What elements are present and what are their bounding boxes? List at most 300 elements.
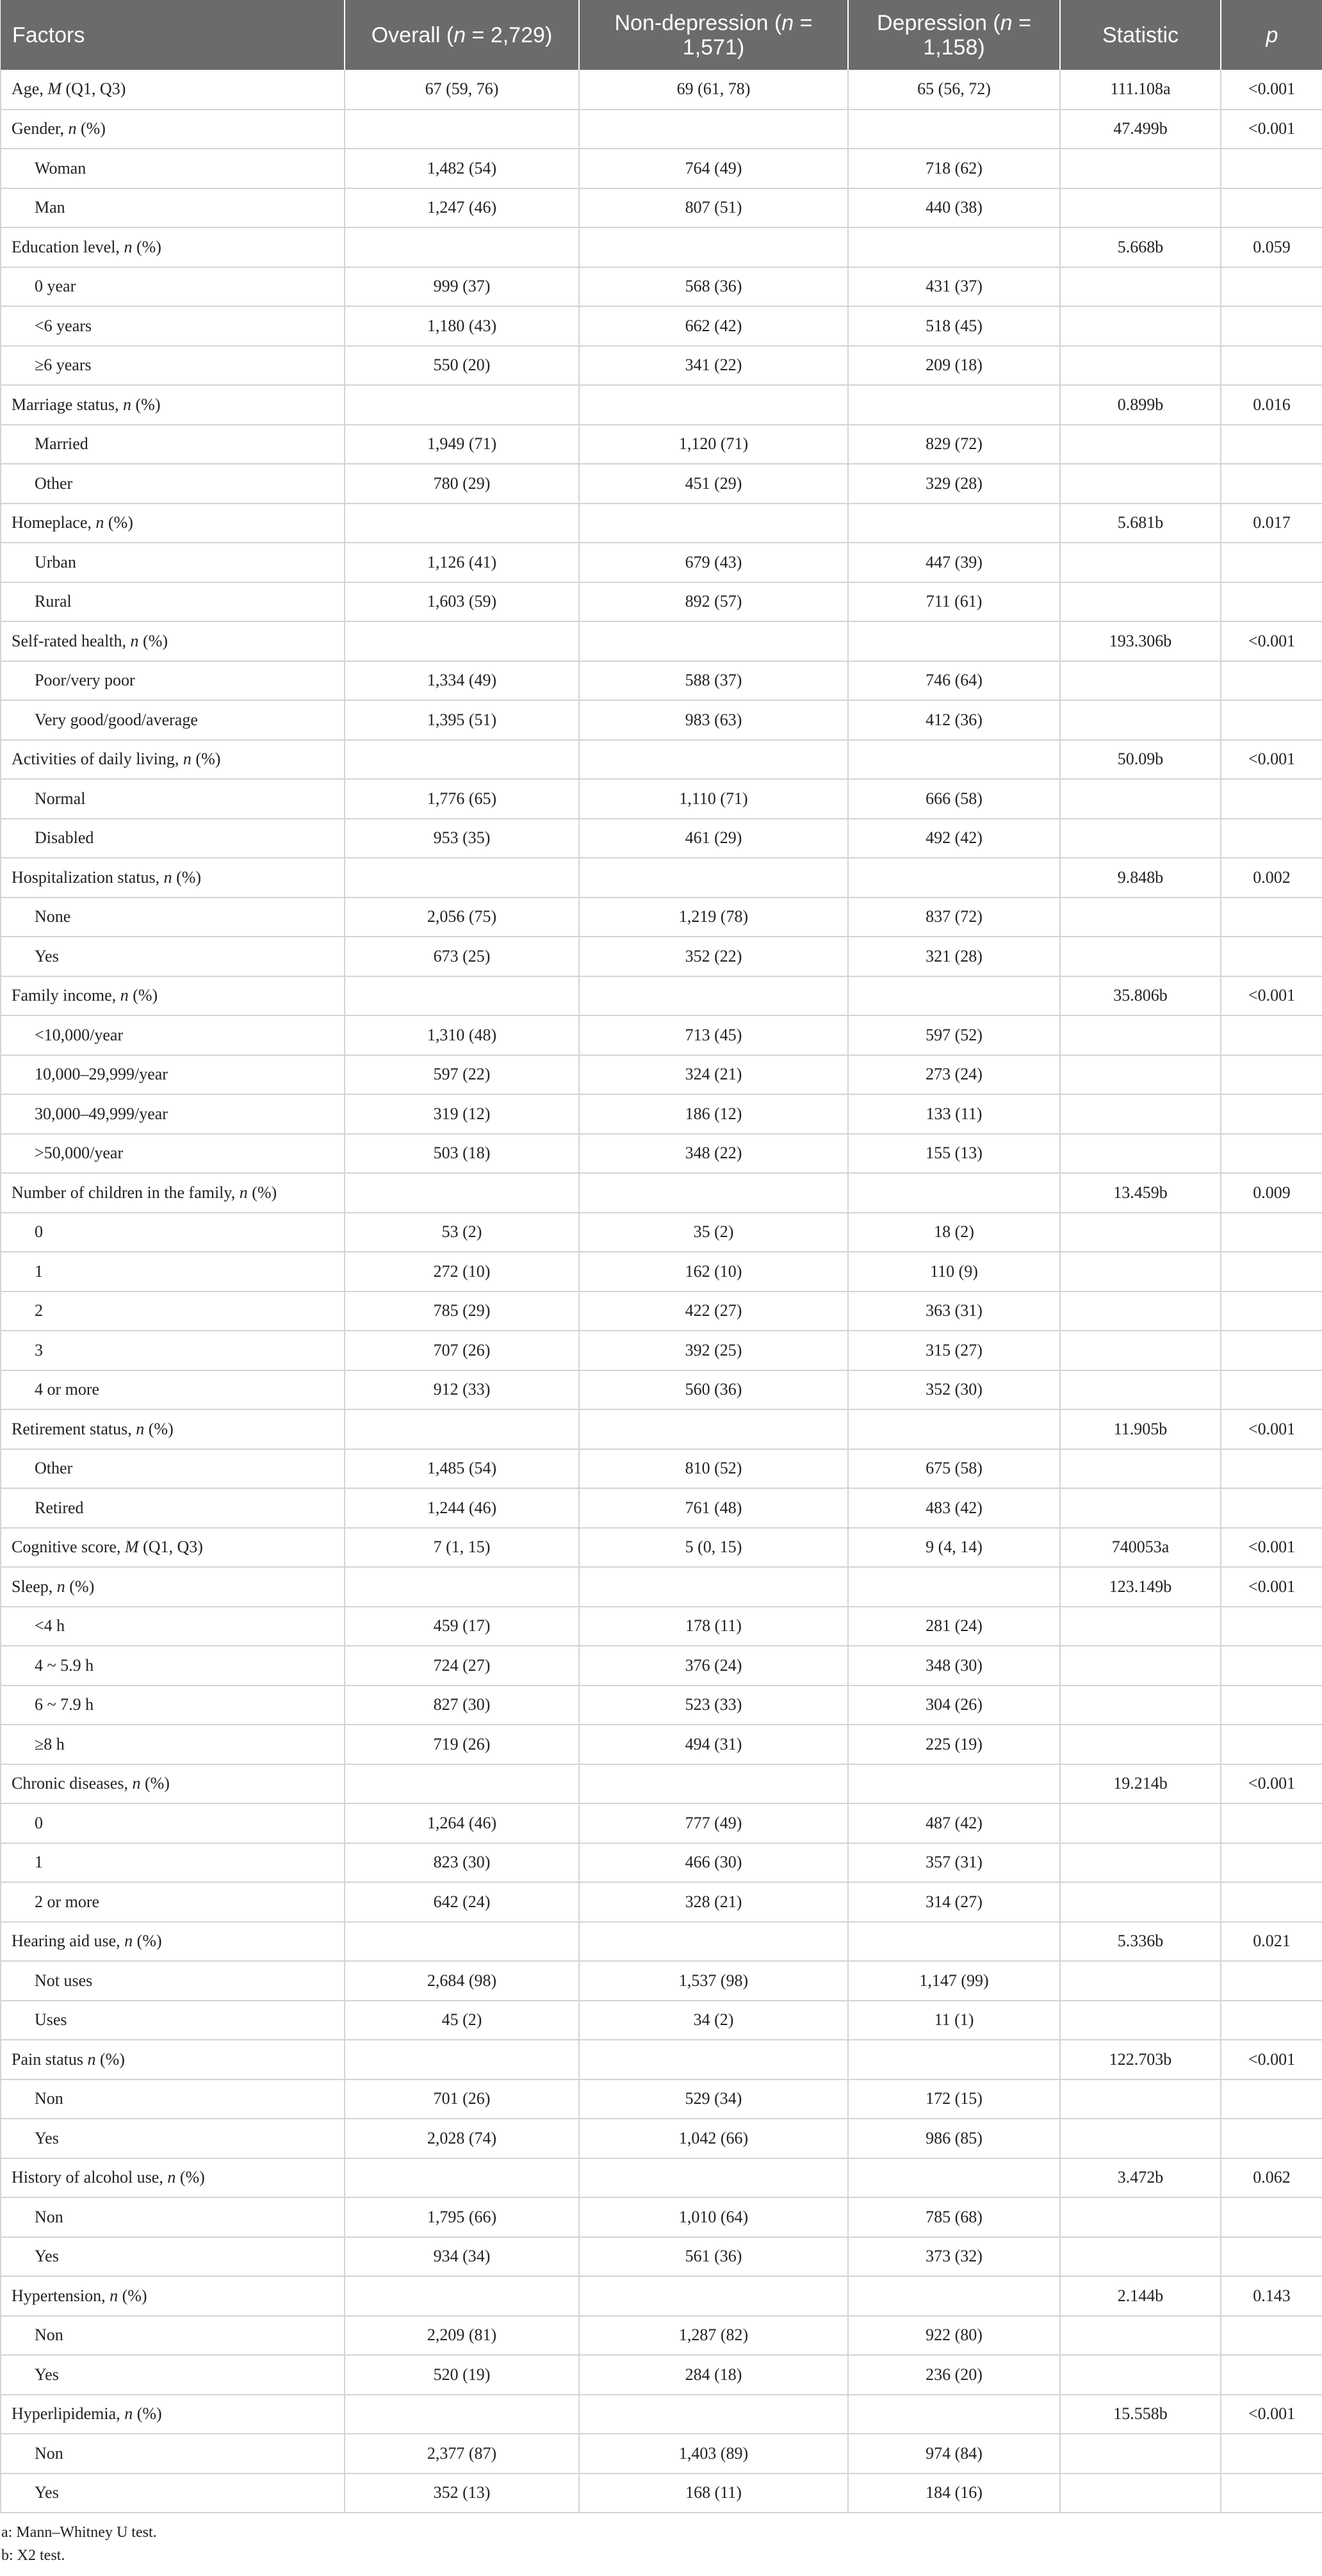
factor-label: Very good/good/average (35, 710, 198, 729)
factor-label: 0 year (35, 277, 76, 296)
factor-cell (1, 188, 345, 228)
p-value-cell: 0.016 (1221, 385, 1322, 425)
factor-cell (1, 1725, 345, 1764)
table-subrow (1, 149, 1322, 188)
p-value-cell: 0.062 (1221, 2158, 1322, 2198)
factor-label: 4 or more (35, 1380, 100, 1399)
factor-label: Retired (35, 1498, 84, 1517)
factor-label-symbol: n (136, 1419, 145, 1438)
p-value-cell (1221, 2355, 1322, 2395)
factor-label: Rural (35, 592, 72, 611)
depression-cell: 209 (18) (848, 346, 1060, 386)
factor-cell (1, 1213, 345, 1252)
non-depression-cell (579, 621, 848, 661)
p-value-cell (1221, 543, 1322, 582)
statistic-cell: 0.899b (1060, 385, 1221, 425)
factor-label-symbol: n (239, 1183, 248, 1202)
p-value-cell (1221, 306, 1322, 346)
non-depression-cell: 466 (30) (579, 1843, 848, 1883)
depression-cell: 785 (68) (848, 2197, 1060, 2237)
p-value-cell (1221, 819, 1322, 858)
factor-label: 1 (35, 1261, 43, 1281)
factor-label: <4 h (35, 1616, 65, 1636)
factor-label: Homeplace, (12, 513, 96, 532)
table-subrow (1, 1646, 1322, 1686)
factor-label: Chronic diseases, (12, 1774, 133, 1793)
factor-label: 3 (35, 1340, 43, 1359)
non-depression-cell (579, 858, 848, 898)
factor-cell (1, 779, 345, 819)
factor-label: Age, (12, 79, 48, 99)
factor-label-suffix: (%) (175, 2168, 205, 2187)
factor-cell (1, 1094, 345, 1134)
header-nondep-prefix: Non-depression ( (614, 10, 782, 35)
statistic-cell (1060, 1252, 1221, 1292)
factor-cell (1, 2197, 345, 2237)
statistic-cell (1060, 306, 1221, 346)
factor-label: Hyperlipidemia, (12, 2404, 125, 2424)
table-header (1, 0, 1322, 70)
factor-cell (1, 700, 345, 740)
non-depression-cell: 34 (2) (579, 2001, 848, 2040)
table-subrow (1, 2001, 1322, 2040)
factor-label-suffix: (%) (133, 2404, 162, 2424)
depression-cell: 829 (72) (848, 425, 1060, 464)
statistic-cell (1060, 267, 1221, 307)
statistic-cell (1060, 898, 1221, 937)
factor-label-suffix: (%) (172, 867, 202, 887)
factor-label-symbol: n (130, 631, 139, 650)
table-subrow (1, 1292, 1322, 1331)
header-row (1, 0, 1322, 70)
footnote-a: a: Mann–Whitney U test. (1, 2524, 157, 2541)
statistic-cell (1060, 582, 1221, 622)
overall-cell: 459 (17) (345, 1607, 579, 1646)
statistic-cell (1060, 1094, 1221, 1134)
non-depression-cell: 568 (36) (579, 267, 848, 307)
factor-cell (1, 1882, 345, 1922)
factor-label: Non (35, 2089, 63, 2108)
factor-cell (1, 661, 345, 701)
factor-cell (1, 858, 345, 898)
non-depression-cell (579, 2040, 848, 2080)
non-depression-cell: 494 (31) (579, 1725, 848, 1764)
p-value-cell (1221, 1961, 1322, 2001)
factor-cell (1, 110, 345, 149)
factor-label: 30,000–49,999/year (35, 1104, 168, 1123)
p-value-cell: 0.059 (1221, 227, 1322, 267)
depression-cell: 348 (30) (848, 1646, 1060, 1686)
non-depression-cell: 348 (22) (579, 1134, 848, 1174)
p-value-cell: <0.001 (1221, 2040, 1322, 2080)
statistic-cell: 5.336b (1060, 1922, 1221, 1962)
non-depression-cell (579, 1567, 848, 1607)
statistic-cell: 13.459b (1060, 1173, 1221, 1213)
depression-cell: 718 (62) (848, 149, 1060, 188)
factor-label-symbol: n (56, 1577, 65, 1596)
table-row (1, 2276, 1322, 2316)
table-row (1, 2158, 1322, 2198)
factor-label: Yes (35, 2365, 59, 2384)
overall-cell: 1,485 (54) (345, 1449, 579, 1489)
non-depression-cell: 69 (61, 78) (579, 70, 848, 110)
table-subrow (1, 1843, 1322, 1883)
non-depression-cell: 679 (43) (579, 543, 848, 582)
factor-label: Other (35, 473, 73, 493)
factor-label: Gender, (12, 119, 69, 138)
statistic-cell (1060, 2355, 1221, 2395)
table-subrow (1, 898, 1322, 937)
depression-cell: 329 (28) (848, 464, 1060, 504)
factor-label: >50,000/year (35, 1144, 124, 1163)
p-value-cell: <0.001 (1221, 976, 1322, 1016)
overall-cell: 1,264 (46) (345, 1803, 579, 1843)
factor-label-symbol: n (123, 395, 132, 414)
table-row (1, 2040, 1322, 2080)
overall-cell (345, 621, 579, 661)
factor-label: Non (35, 2207, 63, 2226)
table-subrow (1, 2119, 1322, 2158)
non-depression-cell: 761 (48) (579, 1488, 848, 1528)
statistic-cell (1060, 779, 1221, 819)
statistic-cell: 5.681b (1060, 504, 1221, 543)
table-row (1, 858, 1322, 898)
factor-label: 2 or more (35, 1892, 100, 1911)
factor-cell (1, 1686, 345, 1725)
statistic-cell: 47.499b (1060, 110, 1221, 149)
depression-cell: 483 (42) (848, 1488, 1060, 1528)
table-subrow (1, 937, 1322, 976)
statistic-cell (1060, 1488, 1221, 1528)
factor-label: Self-rated health, (12, 631, 131, 650)
table-subrow (1, 346, 1322, 386)
factor-label: Yes (35, 2483, 59, 2502)
table-row (1, 227, 1322, 267)
factor-label-suffix: (%) (118, 2286, 147, 2305)
factor-label: Normal (35, 789, 86, 808)
factor-label: <10,000/year (35, 1025, 124, 1044)
overall-cell: 2,028 (74) (345, 2119, 579, 2158)
header-dep-prefix: Depression ( (877, 10, 1000, 35)
table-subrow (1, 1252, 1322, 1292)
depression-cell: 321 (28) (848, 937, 1060, 976)
table-subrow (1, 1015, 1322, 1055)
overall-cell (345, 2158, 579, 2198)
p-value-cell (1221, 1015, 1322, 1055)
statistic-cell (1060, 1015, 1221, 1055)
overall-cell: 934 (34) (345, 2237, 579, 2277)
depression-cell (848, 1922, 1060, 1962)
overall-cell: 597 (22) (345, 1055, 579, 1095)
non-depression-cell: 178 (11) (579, 1607, 848, 1646)
statistic-cell (1060, 1882, 1221, 1922)
factor-cell (1, 1292, 345, 1331)
factor-label-suffix: (%) (128, 986, 158, 1005)
overall-cell: 1,795 (66) (345, 2197, 579, 2237)
non-depression-cell: 461 (29) (579, 819, 848, 858)
depression-cell: 922 (80) (848, 2316, 1060, 2356)
overall-cell: 823 (30) (345, 1843, 579, 1883)
depression-cell (848, 1173, 1060, 1213)
factor-label: Education level, (12, 237, 124, 256)
factor-cell (1, 504, 345, 543)
non-depression-cell: 1,042 (66) (579, 2119, 848, 2158)
depression-cell: 431 (37) (848, 267, 1060, 307)
factor-cell (1, 2119, 345, 2158)
factor-cell (1, 1134, 345, 1174)
header-statistic (1060, 0, 1221, 70)
table-row (1, 385, 1322, 425)
non-depression-cell (579, 1922, 848, 1962)
non-depression-cell: 561 (36) (579, 2237, 848, 2277)
p-value-cell (1221, 1803, 1322, 1843)
depression-cell: 447 (39) (848, 543, 1060, 582)
factor-cell (1, 2316, 345, 2356)
non-depression-cell: 1,403 (89) (579, 2434, 848, 2473)
depression-cell: 711 (61) (848, 582, 1060, 622)
factor-cell (1, 346, 345, 386)
factor-label: Poor/very poor (35, 671, 135, 690)
factor-label-symbol: n (120, 986, 129, 1005)
factor-label: ≥8 h (35, 1734, 65, 1753)
non-depression-cell: 529 (34) (579, 2080, 848, 2119)
non-depression-cell (579, 385, 848, 425)
depression-cell: 986 (85) (848, 2119, 1060, 2158)
factor-cell (1, 1764, 345, 1804)
overall-cell (345, 227, 579, 267)
factor-label: Hearing aid use, (12, 1932, 125, 1951)
non-depression-cell: 523 (33) (579, 1686, 848, 1725)
table-row (1, 1409, 1322, 1449)
table-row (1, 110, 1322, 149)
p-value-cell (1221, 1055, 1322, 1095)
depression-cell: 315 (27) (848, 1331, 1060, 1370)
table-subrow (1, 1725, 1322, 1764)
statistic-cell: 15.558b (1060, 2395, 1221, 2434)
factor-label: Number of children in the family, (12, 1183, 240, 1202)
overall-cell: 53 (2) (345, 1213, 579, 1252)
header-p-label: p (1266, 22, 1278, 47)
table-subrow (1, 2473, 1322, 2513)
table-row (1, 70, 1322, 110)
depression-cell (848, 858, 1060, 898)
factor-label-suffix: (%) (144, 1419, 174, 1438)
factor-label: 0 (35, 1813, 43, 1832)
statistic-cell (1060, 2434, 1221, 2473)
footnote-b: b: X2 test. (1, 2547, 65, 2564)
factor-label: Man (35, 198, 65, 217)
depression-cell: 314 (27) (848, 1882, 1060, 1922)
overall-cell: 1,126 (41) (345, 543, 579, 582)
non-depression-cell: 777 (49) (579, 1803, 848, 1843)
overall-cell: 780 (29) (345, 464, 579, 504)
p-value-cell (1221, 2434, 1322, 2473)
overall-cell: 319 (12) (345, 1094, 579, 1134)
factor-cell (1, 1843, 345, 1883)
factor-label: Yes (35, 946, 59, 965)
factor-cell (1, 819, 345, 858)
depression-cell: 352 (30) (848, 1370, 1060, 1410)
depression-cell: 666 (58) (848, 779, 1060, 819)
p-value-cell (1221, 661, 1322, 701)
overall-cell: 673 (25) (345, 937, 579, 976)
table-subrow (1, 543, 1322, 582)
factor-label: History of alcohol use, (12, 2168, 168, 2187)
factor-cell (1, 1015, 345, 1055)
factor-cell (1, 582, 345, 622)
non-depression-cell (579, 227, 848, 267)
factor-label-symbol: n (110, 2286, 118, 2305)
factor-cell (1, 1567, 345, 1607)
table-subrow (1, 1094, 1322, 1134)
factor-label-suffix: (%) (140, 1774, 170, 1793)
overall-cell: 642 (24) (345, 1882, 579, 1922)
overall-cell: 827 (30) (345, 1686, 579, 1725)
non-depression-cell: 1,010 (64) (579, 2197, 848, 2237)
factor-cell (1, 1528, 345, 1568)
statistic-cell (1060, 1725, 1221, 1764)
statistic-cell (1060, 1803, 1221, 1843)
depression-cell (848, 227, 1060, 267)
non-depression-cell (579, 110, 848, 149)
non-depression-cell: 662 (42) (579, 306, 848, 346)
overall-cell (345, 110, 579, 149)
overall-cell: 45 (2) (345, 2001, 579, 2040)
overall-cell: 1,334 (49) (345, 661, 579, 701)
p-value-cell: <0.001 (1221, 621, 1322, 661)
header-dep-n: n (1000, 10, 1013, 35)
factor-cell (1, 1922, 345, 1962)
factor-cell (1, 385, 345, 425)
header-overall (345, 0, 579, 70)
depression-cell: 373 (32) (848, 2237, 1060, 2277)
factor-label: 4 ~ 5.9 h (35, 1655, 94, 1675)
statistic-cell (1060, 1449, 1221, 1489)
factor-label: Marriage status, (12, 395, 124, 414)
non-depression-cell: 186 (12) (579, 1094, 848, 1134)
factor-label: ≥6 years (35, 356, 92, 375)
factor-label-symbol: n (167, 2168, 176, 2187)
overall-cell: 7 (1, 15) (345, 1528, 579, 1568)
header-statistic-label: Statistic (1102, 22, 1179, 47)
overall-cell: 999 (37) (345, 267, 579, 307)
factor-cell (1, 2237, 345, 2277)
p-value-cell: 0.143 (1221, 2276, 1322, 2316)
factor-label: Uses (35, 2010, 67, 2030)
depression-cell: 133 (11) (848, 1094, 1060, 1134)
factor-label-suffix: (%) (65, 1577, 95, 1596)
table-row (1, 1528, 1322, 1568)
p-value-cell (1221, 582, 1322, 622)
table-subrow (1, 661, 1322, 701)
table-row (1, 1567, 1322, 1607)
p-value-cell (1221, 2080, 1322, 2119)
statistic-cell (1060, 464, 1221, 504)
factor-label: Other (35, 1459, 73, 1478)
p-value-cell (1221, 425, 1322, 464)
depression-cell: 65 (56, 72) (848, 70, 1060, 110)
factor-label-symbol: n (163, 867, 172, 887)
p-value-cell (1221, 1646, 1322, 1686)
p-value-cell: 0.021 (1221, 1922, 1322, 1962)
factor-cell (1, 149, 345, 188)
depression-cell: 974 (84) (848, 2434, 1060, 2473)
non-depression-cell: 352 (22) (579, 937, 848, 976)
p-value-cell: <0.001 (1221, 2395, 1322, 2434)
non-depression-cell (579, 2395, 848, 2434)
table-subrow (1, 700, 1322, 740)
factor-label-symbol: n (87, 2049, 96, 2069)
statistic-cell (1060, 1607, 1221, 1646)
statistic-cell (1060, 1213, 1221, 1252)
table-subrow (1, 2355, 1322, 2395)
statistic-cell (1060, 1843, 1221, 1883)
non-depression-cell: 1,287 (82) (579, 2316, 848, 2356)
table-subrow (1, 425, 1322, 464)
factor-cell (1, 267, 345, 307)
depression-cell: 487 (42) (848, 1803, 1060, 1843)
factor-label: 10,000–29,999/year (35, 1065, 168, 1084)
header-non-depression (579, 0, 848, 70)
p-value-cell (1221, 1292, 1322, 1331)
table-row (1, 621, 1322, 661)
depression-cell: 110 (9) (848, 1252, 1060, 1292)
p-value-cell (1221, 1725, 1322, 1764)
table-subrow (1, 582, 1322, 622)
table-row (1, 1764, 1322, 1804)
factor-label: Non (35, 2326, 63, 2345)
table-body (1, 70, 1322, 2513)
factor-cell (1, 543, 345, 582)
factor-label: None (35, 907, 71, 926)
p-value-cell: 0.002 (1221, 858, 1322, 898)
table-subrow (1, 1961, 1322, 2001)
p-value-cell (1221, 1134, 1322, 1174)
factor-label-symbol: n (68, 119, 77, 138)
non-depression-cell (579, 1409, 848, 1449)
factor-cell (1, 70, 345, 110)
statistic-cell (1060, 1292, 1221, 1331)
factor-label: Pain status (12, 2049, 88, 2069)
statistic-cell (1060, 543, 1221, 582)
table-subrow (1, 306, 1322, 346)
overall-cell: 67 (59, 76) (345, 70, 579, 110)
table-subrow (1, 2197, 1322, 2237)
non-depression-cell: 1,120 (71) (579, 425, 848, 464)
depression-cell: 746 (64) (848, 661, 1060, 701)
table-subrow (1, 267, 1322, 307)
factor-label: Urban (35, 552, 76, 571)
factor-cell (1, 2473, 345, 2513)
factor-label-suffix: (%) (132, 237, 161, 256)
header-nondep-suffix: = 1,571) (682, 10, 813, 60)
factor-cell (1, 1252, 345, 1292)
p-value-cell: <0.001 (1221, 1764, 1322, 1804)
statistic-cell (1060, 346, 1221, 386)
statistic-cell: 123.149b (1060, 1567, 1221, 1607)
p-value-cell: <0.001 (1221, 1567, 1322, 1607)
table-row (1, 2395, 1322, 2434)
overall-cell: 503 (18) (345, 1134, 579, 1174)
non-depression-cell: 764 (49) (579, 149, 848, 188)
depression-cell (848, 2395, 1060, 2434)
statistic-cell (1060, 2001, 1221, 2040)
factor-cell (1, 898, 345, 937)
statistic-cell (1060, 937, 1221, 976)
p-value-cell (1221, 1488, 1322, 1528)
factor-cell (1, 1488, 345, 1528)
statistic-cell (1060, 2316, 1221, 2356)
